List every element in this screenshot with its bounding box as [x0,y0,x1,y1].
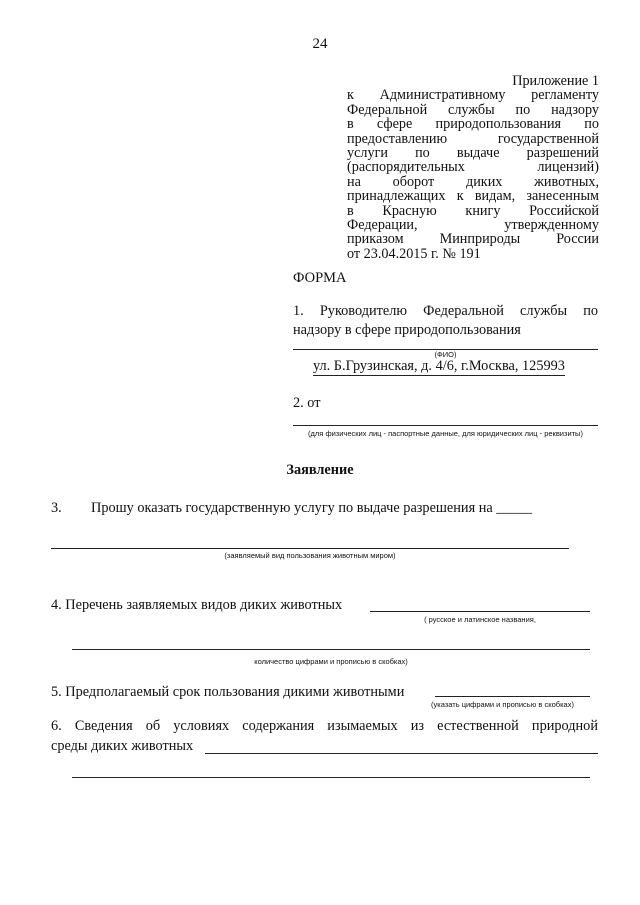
sender-caption: (для физических лиц - паспортные данные, для юридических лиц - реквизиты) [308,429,583,438]
recipient-line-1: 1. Руководителю Федеральной службы по [293,303,598,319]
annex-line: услуги по выдаче разрешений [347,145,599,162]
annex-line: приказом Минприроды России [347,231,599,248]
annex-line: (распорядительных лицензий) [347,159,599,176]
item6-input-line-2[interactable] [72,777,590,778]
item4-caption-2: количество цифрами и прописью в скобках) [254,657,408,666]
item5-caption: (указать цифрами и прописью в скобках) [431,700,574,709]
fio-caption: (ФИО) [434,350,457,359]
item6-input-line[interactable] [205,753,598,754]
recipient-line-2: надзору в сфере природопользования [293,322,521,338]
annex-header: Приложение 1 [512,73,599,89]
item5-text: 5. Предполагаемый срок пользования дикими животными [51,684,405,700]
annex-line: Федерации, утвержденному [347,217,599,234]
annex-line: от 23.04.2015 г. № 191 [347,245,481,262]
item3-caption: (заявляемый вид пользования животным миром) [224,551,396,560]
item6-line-1: 6. Сведения об условиях содержания изымаемых из естественной природной [51,718,598,734]
annex-line: к Административному регламенту [347,87,599,104]
recipient-block [293,302,598,340]
annex-line: в Красную книгу Российской [347,202,599,219]
item3-input-line[interactable] [51,548,569,549]
form-label: ФОРМА [293,270,347,286]
statement-title: Заявление [286,462,354,478]
item4-input-line[interactable] [370,611,590,612]
item4-text: 4. Перечень заявляемых видов диких животных [51,597,343,613]
annex-line: Федеральной службы по надзору [347,101,599,118]
annex-line: предоставлению государственной [347,130,599,147]
annex-line: на оборот диких животных, [347,173,599,190]
item4-input-line-2[interactable] [72,649,590,650]
annex-line: принадлежащих к видам, занесенным [347,188,599,205]
recipient-address: ул. Б.Грузинская, д. 4/6, г.Москва, 125993 [313,358,565,374]
item3-number: 3. [51,500,62,516]
item4-caption-1: ( русское и латинское названия, [424,615,536,624]
annex-block [347,74,599,261]
sender-label: 2. от [293,395,321,411]
annex-line: в сфере природопользования по [347,116,599,133]
item6-line-2: среды диких животных [51,738,194,754]
sender-input-line[interactable] [293,425,598,426]
item5-input-line[interactable] [435,696,590,697]
page-number: 24 [312,36,328,52]
item3-text: Прошу оказать государственную услугу по выдаче разрешения на _____ [91,500,533,516]
